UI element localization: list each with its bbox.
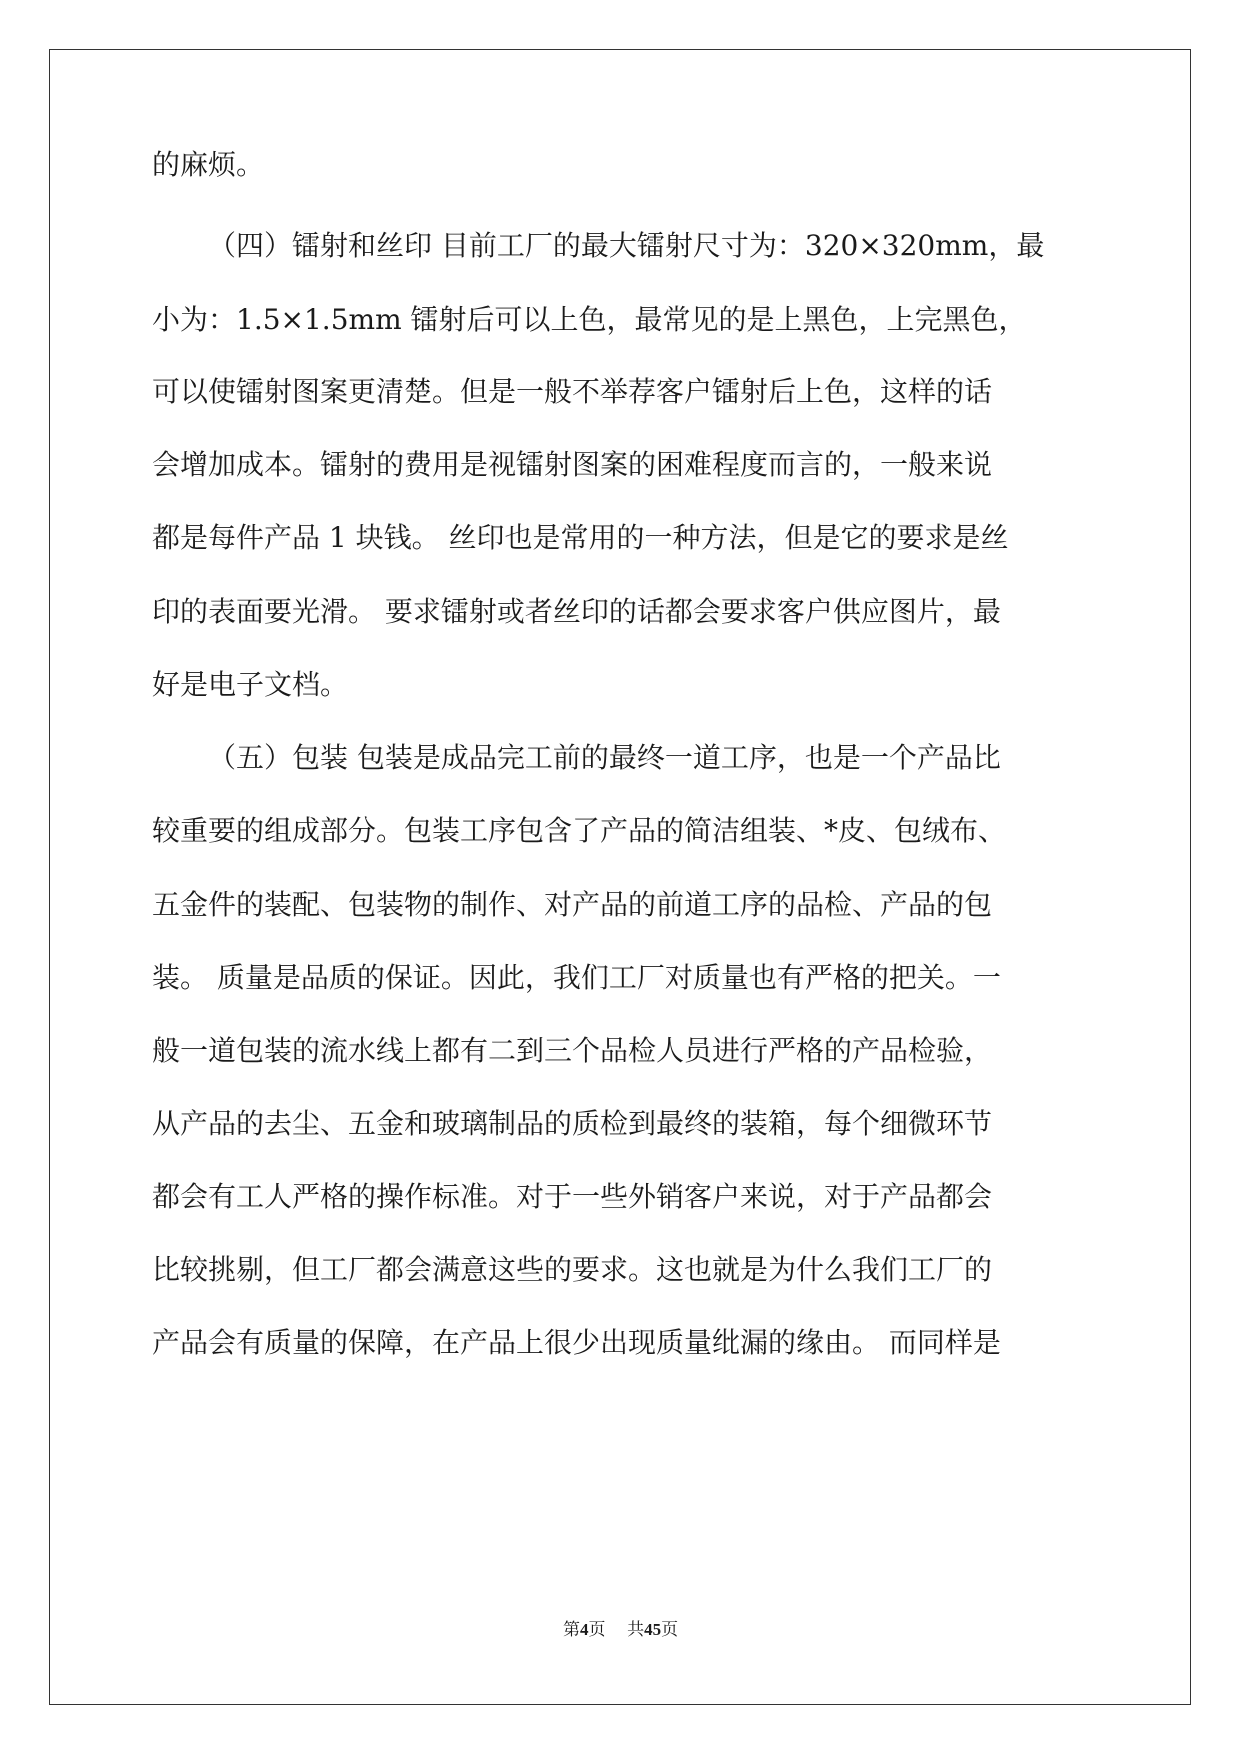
text-line: 比较挑剔，但工厂都会满意这些的要求。这也就是为什么我们工厂的 <box>152 1253 993 1286</box>
text-line: （四）镭射和丝印 目前工厂的最大镭射尺寸为：320×320mm，最 <box>208 229 1045 262</box>
text-line: 五金件的装配、包装物的制作、对产品的前道工序的品检、产品的包 <box>152 888 993 921</box>
text-line: 装。 质量是品质的保证。因此，我们工厂对质量也有严格的把关。一 <box>152 961 1001 994</box>
text-line: 都是每件产品 1 块钱。 丝印也是常用的一种方法，但是它的要求是丝 <box>152 521 1009 554</box>
total-pages-suffix: 页 <box>661 1620 679 1640</box>
text-line: 都会有工人严格的操作标准。对于一些外销客户来说，对于产品都会 <box>152 1180 993 1213</box>
text-line: 好是电子文档。 <box>152 668 349 701</box>
text-line: 会增加成本。镭射的费用是视镭射图案的困难程度而言的，一般来说 <box>152 448 993 481</box>
text-line: 产品会有质量的保障，在产品上很少出现质量纰漏的缘由。 而同样是 <box>152 1326 1001 1359</box>
text-line: （五）包装 包装是成品完工前的最终一道工序，也是一个产品比 <box>208 741 1001 774</box>
text-line: 的麻烦。 <box>152 148 265 181</box>
page-number-prefix: 第 <box>562 1620 580 1640</box>
text-line: 从产品的去尘、五金和玻璃制品的质检到最终的装箱，每个细微环节 <box>152 1107 993 1140</box>
total-pages: 45 <box>644 1620 662 1639</box>
page-number-suffix: 页 <box>588 1620 606 1640</box>
text-line: 较重要的组成部分。包装工序包含了产品的简洁组装、*皮、包绒布、 <box>152 814 1007 847</box>
text-line: 印的表面要光滑。 要求镭射或者丝印的话都会要求客户供应图片，最 <box>152 595 1001 628</box>
page-footer <box>0 1618 1241 1642</box>
page-border <box>49 49 1191 1705</box>
text-line: 可以使镭射图案更清楚。但是一般不举荐客户镭射后上色，这样的话 <box>152 375 993 408</box>
text-line: 小为：1.5×1.5mm 镭射后可以上色，最常见的是上黑色，上完黑色， <box>152 303 1027 336</box>
total-pages-prefix: 共 <box>627 1620 645 1640</box>
page-number: 4 <box>579 1620 589 1639</box>
text-line: 般一道包装的流水线上都有二到三个品检人员进行严格的产品检验， <box>152 1034 993 1067</box>
